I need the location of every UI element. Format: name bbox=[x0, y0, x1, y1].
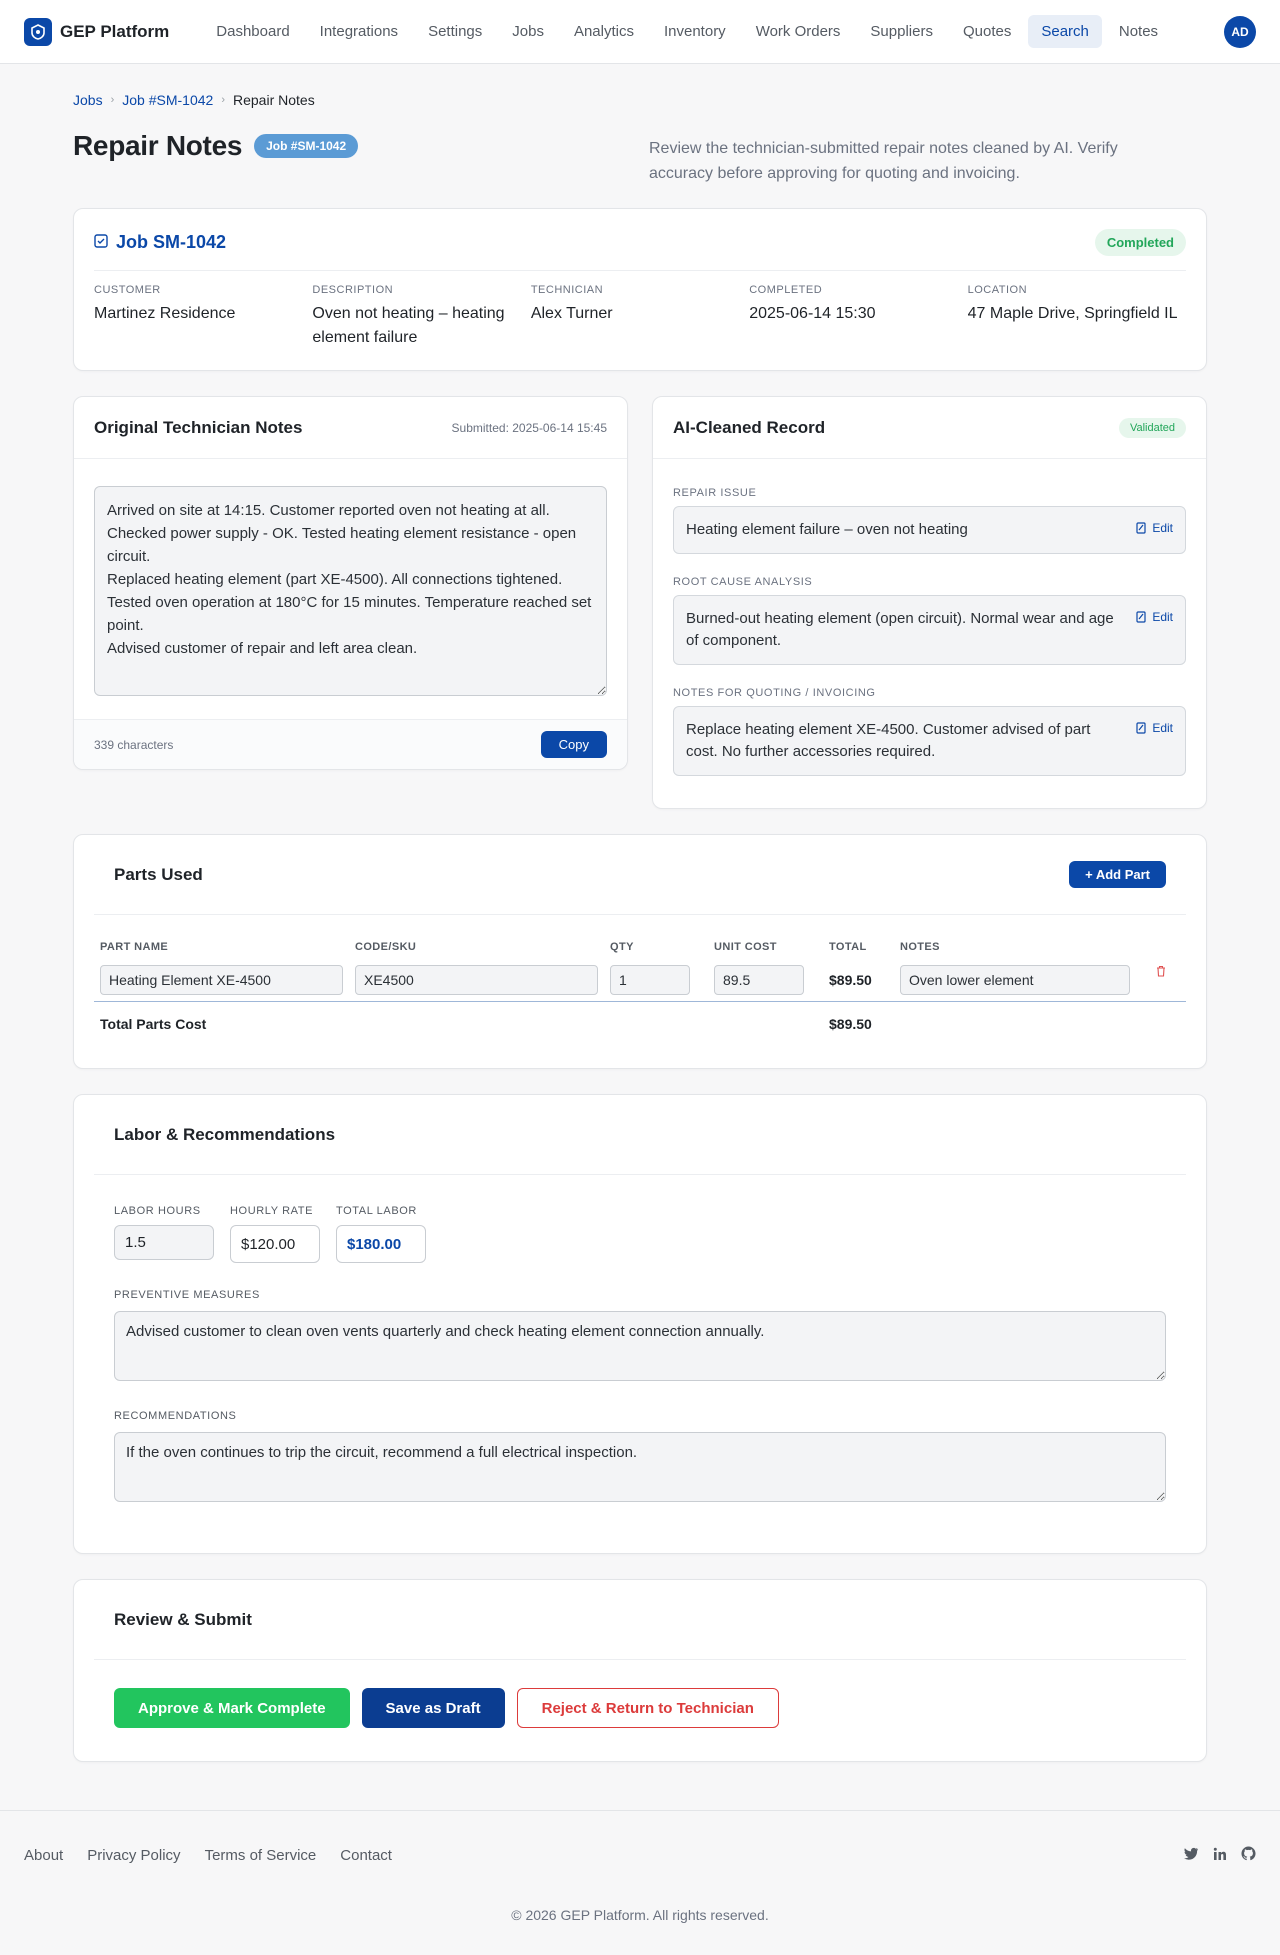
nav-links bbox=[203, 15, 1224, 48]
labor-hours-label: LABOR HOURS bbox=[114, 1205, 201, 1217]
original-notes-title: Original Technician Notes bbox=[94, 417, 303, 437]
field-value: 47 Maple Drive, Springfield IL bbox=[967, 305, 1178, 322]
reject-button[interactable]: Reject & Return to Technician bbox=[517, 1688, 779, 1728]
edit-icon bbox=[1136, 611, 1147, 623]
edit-quoting-notes-button[interactable] bbox=[1136, 719, 1173, 735]
delete-part-button[interactable] bbox=[1136, 965, 1186, 983]
field-label: TECHNICIAN bbox=[530, 284, 604, 296]
validated-badge: Validated bbox=[1119, 418, 1186, 438]
hourly-rate-input[interactable]: $120.00 bbox=[230, 1225, 320, 1263]
nav-link-dashboard[interactable]: Dashboard bbox=[216, 23, 290, 40]
footer-link-about[interactable]: About bbox=[24, 1846, 64, 1864]
edit-label: Edit bbox=[1152, 610, 1173, 624]
total-parts-label: Total Parts Cost bbox=[94, 1002, 823, 1069]
nav-link-settings[interactable]: Settings bbox=[428, 23, 483, 40]
parts-used-card bbox=[73, 834, 1207, 1069]
part-unit-cost-input[interactable]: 89.5 bbox=[714, 965, 804, 995]
footer-link-terms[interactable]: Terms of Service bbox=[204, 1846, 317, 1864]
part-sku-input[interactable]: XE4500 bbox=[355, 965, 598, 995]
main-content bbox=[73, 64, 1207, 1762]
field-label: LOCATION bbox=[967, 284, 1028, 296]
page-header bbox=[73, 126, 1207, 208]
field-value: Alex Turner bbox=[530, 305, 613, 322]
job-field-location bbox=[968, 284, 1186, 350]
nav-link-integrations[interactable]: Integrations bbox=[319, 23, 399, 40]
avatar[interactable]: AD bbox=[1224, 16, 1256, 48]
review-card bbox=[73, 1579, 1207, 1762]
table-row bbox=[94, 965, 1186, 1002]
repair-issue-label: REPAIR ISSUE bbox=[673, 487, 757, 499]
parts-used-title: Parts Used bbox=[114, 864, 203, 884]
column-header: QTY bbox=[610, 941, 634, 953]
labor-title: Labor & Recommendations bbox=[114, 1124, 336, 1144]
ai-cleaned-title: AI-Cleaned Record bbox=[673, 417, 826, 437]
job-field-customer bbox=[94, 284, 312, 350]
brand[interactable] bbox=[24, 18, 169, 46]
labor-card bbox=[73, 1094, 1207, 1554]
chevron-right-icon: › bbox=[221, 94, 225, 106]
part-qty-input[interactable]: 1 bbox=[610, 965, 690, 995]
copyright: © 2026 GEP Platform. All rights reserved. bbox=[511, 1907, 769, 1923]
edit-root-cause-button[interactable] bbox=[1136, 608, 1173, 624]
edit-label: Edit bbox=[1152, 521, 1173, 535]
part-name-input[interactable]: Heating Element XE-4500 bbox=[100, 965, 343, 995]
column-header: TOTAL bbox=[829, 941, 867, 953]
total-labor-field bbox=[336, 1205, 426, 1263]
breadcrumb-job[interactable]: Job #SM-1042 bbox=[122, 92, 214, 108]
field-label: DESCRIPTION bbox=[312, 284, 394, 296]
review-title: Review & Submit bbox=[114, 1609, 252, 1629]
repair-issue-field bbox=[673, 506, 1186, 554]
nav-link-work-orders[interactable]: Work Orders bbox=[755, 23, 841, 40]
root-cause-value: Burned-out heating element (open circuit). Normal wear and age of component. bbox=[686, 610, 1114, 649]
labor-hours-field bbox=[114, 1205, 214, 1263]
job-id: Job SM-1042 bbox=[116, 232, 227, 252]
column-header: PART NAME bbox=[100, 941, 169, 953]
nav-link-inventory[interactable]: Inventory bbox=[663, 23, 726, 40]
parts-table bbox=[94, 915, 1186, 1068]
edit-icon bbox=[1136, 522, 1147, 534]
job-field-completed bbox=[749, 284, 967, 350]
copy-button[interactable]: Copy bbox=[541, 731, 607, 758]
total-labor-value: $180.00 bbox=[336, 1225, 426, 1263]
trash-icon bbox=[1156, 965, 1166, 977]
total-labor-label: TOTAL LABOR bbox=[336, 1205, 417, 1217]
part-notes-input[interactable]: Oven lower element bbox=[900, 965, 1130, 995]
approve-button[interactable]: Approve & Mark Complete bbox=[114, 1688, 350, 1728]
field-value: 2025-06-14 15:30 bbox=[749, 305, 876, 322]
field-label: CUSTOMER bbox=[94, 284, 161, 296]
brand-logo-icon bbox=[24, 18, 52, 46]
job-summary-card bbox=[73, 208, 1207, 371]
edit-icon bbox=[1136, 722, 1147, 734]
preventive-label: PREVENTIVE MEASURES bbox=[114, 1289, 260, 1301]
nav-link-quotes[interactable]: Quotes bbox=[962, 23, 1012, 40]
checkbox-icon bbox=[94, 234, 108, 251]
page-title: Repair Notes bbox=[73, 130, 243, 161]
recommendations-label: RECOMMENDATIONS bbox=[114, 1410, 237, 1422]
nav-link-notes[interactable]: Notes bbox=[1118, 23, 1159, 40]
submitted-timestamp: Submitted: 2025-06-14 15:45 bbox=[451, 420, 607, 435]
total-parts-value: $89.50 bbox=[823, 1002, 1186, 1069]
quoting-notes-label: NOTES FOR QUOTING / INVOICING bbox=[673, 687, 876, 699]
ai-cleaned-card bbox=[652, 396, 1207, 809]
field-value: Oven not heating – heating element failure bbox=[312, 305, 505, 346]
github-icon[interactable] bbox=[1241, 1846, 1256, 1864]
labor-hours-input[interactable]: 1.5 bbox=[114, 1225, 214, 1260]
top-nav bbox=[0, 0, 1280, 64]
preventive-textarea[interactable] bbox=[114, 1311, 1166, 1381]
quoting-notes-value: Replace heating element XE-4500. Customer advised of part cost. No further accessories required. bbox=[686, 721, 1091, 760]
status-badge: Completed bbox=[1095, 229, 1186, 256]
root-cause-label: ROOT CAUSE ANALYSIS bbox=[673, 576, 813, 588]
breadcrumb bbox=[73, 90, 1207, 110]
field-label: COMPLETED bbox=[749, 284, 823, 296]
recommendations-textarea[interactable] bbox=[114, 1432, 1166, 1502]
brand-name: GEP Platform bbox=[60, 21, 170, 41]
footer-link-contact[interactable]: Contact bbox=[340, 1846, 392, 1864]
linkedin-icon[interactable] bbox=[1213, 1847, 1227, 1864]
quoting-notes-field bbox=[673, 706, 1186, 776]
hourly-rate-field bbox=[230, 1205, 320, 1263]
field-value: Martinez Residence bbox=[94, 305, 236, 322]
chevron-right-icon: › bbox=[110, 94, 115, 106]
column-header: CODE/SKU bbox=[355, 941, 417, 953]
page-subtitle: Review the technician-submitted repair notes cleaned by AI. Verify accuracy before approving for quoting and invoicing. bbox=[649, 140, 1118, 182]
footer-link-privacy[interactable]: Privacy Policy bbox=[87, 1846, 181, 1864]
repair-issue-value: Heating element failure – oven not heating bbox=[686, 521, 968, 538]
breadcrumb-jobs[interactable]: Jobs bbox=[73, 92, 103, 108]
job-field-technician bbox=[531, 284, 749, 350]
footer bbox=[0, 1810, 1280, 1955]
nav-link-search[interactable]: Search bbox=[1028, 15, 1102, 48]
parts-total-row bbox=[94, 1002, 1186, 1069]
nav-link-suppliers[interactable]: Suppliers bbox=[870, 23, 933, 40]
character-count: 339 characters bbox=[94, 737, 174, 752]
job-badge: Job #SM-1042 bbox=[254, 134, 358, 158]
original-notes-textarea[interactable] bbox=[94, 486, 607, 696]
column-header: NOTES bbox=[900, 941, 940, 953]
edit-repair-issue-button[interactable] bbox=[1136, 519, 1173, 535]
nav-link-jobs[interactable]: Jobs bbox=[512, 23, 544, 40]
nav-link-analytics[interactable]: Analytics bbox=[573, 23, 634, 40]
add-part-button[interactable]: + Add Part bbox=[1069, 861, 1166, 888]
part-total: $89.50 bbox=[829, 972, 872, 988]
column-header: UNIT COST bbox=[714, 941, 777, 953]
edit-label: Edit bbox=[1152, 721, 1173, 735]
twitter-icon[interactable] bbox=[1183, 1847, 1199, 1864]
job-field-description bbox=[312, 284, 530, 350]
hourly-rate-label: HOURLY RATE bbox=[230, 1205, 314, 1217]
root-cause-field bbox=[673, 595, 1186, 665]
original-notes-card bbox=[73, 396, 628, 770]
breadcrumb-current: Repair Notes bbox=[232, 92, 315, 108]
save-draft-button[interactable]: Save as Draft bbox=[362, 1688, 505, 1728]
